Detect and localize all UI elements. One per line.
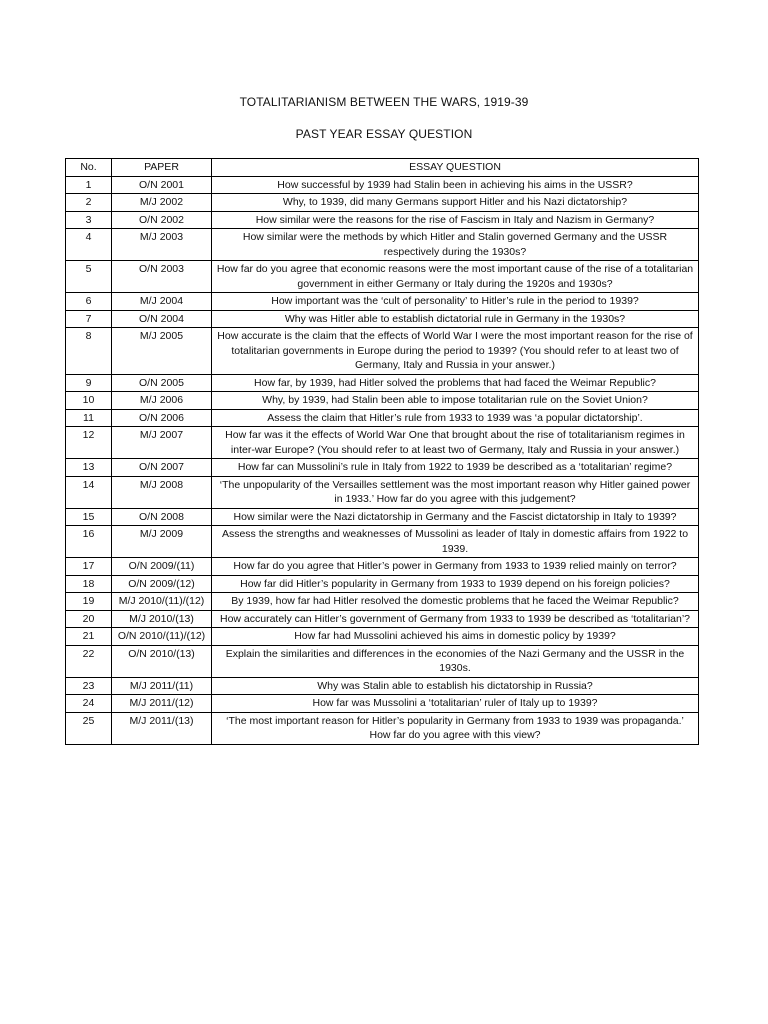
paper-cell: O/N 2006 xyxy=(112,409,212,427)
table-row xyxy=(66,261,699,293)
paper-cell: O/N 2003 xyxy=(112,261,212,293)
paper-cell: M/J 2010/(13) xyxy=(112,610,212,628)
row-number-cell: 8 xyxy=(66,328,112,375)
row-number-cell: 14 xyxy=(66,476,112,508)
paper-cell: O/N 2009/(12) xyxy=(112,575,212,593)
table-row xyxy=(66,310,699,328)
row-number-cell: 25 xyxy=(66,712,112,744)
table-row xyxy=(66,293,699,311)
row-number-cell: 15 xyxy=(66,508,112,526)
row-number-cell: 17 xyxy=(66,558,112,576)
essay-question-cell: How far had Mussolini achieved his aims in domestic policy by 1939? xyxy=(212,628,699,646)
essay-question-cell: How far do you agree that economic reasons were the most important cause of the rise of a totalitarian government in either Germany or Italy during the 1920s and 1930s? xyxy=(212,261,699,293)
row-number-cell: 1 xyxy=(66,176,112,194)
table-row xyxy=(66,712,699,744)
essay-question-cell: How successful by 1939 had Stalin been in achieving his aims in the USSR? xyxy=(212,176,699,194)
essay-question-cell: Assess the strengths and weaknesses of Mussolini as leader of Italy in domestic affairs from 1922 to 1939. xyxy=(212,526,699,558)
paper-cell: O/N 2001 xyxy=(112,176,212,194)
essay-question-cell: By 1939, how far had Hitler resolved the domestic problems that he faced the Weimar Republic? xyxy=(212,593,699,611)
paper-cell: M/J 2009 xyxy=(112,526,212,558)
row-number-cell: 6 xyxy=(66,293,112,311)
table-header-row xyxy=(66,159,699,177)
row-number-cell: 22 xyxy=(66,645,112,677)
essay-question-cell: How accurate is the claim that the effects of World War I were the most important reason for the rise of totalitarian governments in Europe during the period to 1939? (You should refer to at least two of Germany, Italy and Russia in your answer.) xyxy=(212,328,699,375)
table-row xyxy=(66,459,699,477)
paper-cell: M/J 2002 xyxy=(112,194,212,212)
row-number-cell: 20 xyxy=(66,610,112,628)
essay-question-cell: How far, by 1939, had Hitler solved the problems that had faced the Weimar Republic? xyxy=(212,374,699,392)
table-row xyxy=(66,194,699,212)
essay-question-cell: How accurately can Hitler’s government of Germany from 1933 to 1939 be described as ‘totalitarian’? xyxy=(212,610,699,628)
paper-cell: M/J 2003 xyxy=(112,229,212,261)
paper-cell: M/J 2007 xyxy=(112,427,212,459)
essay-question-cell: How far do you agree that Hitler’s power in Germany from 1933 to 1939 relied mainly on terror? xyxy=(212,558,699,576)
row-number-cell: 9 xyxy=(66,374,112,392)
essay-question-cell: How far was Mussolini a ‘totalitarian’ ruler of Italy up to 1939? xyxy=(212,695,699,713)
table-row xyxy=(66,229,699,261)
paper-cell: M/J 2011/(13) xyxy=(112,712,212,744)
table-row xyxy=(66,508,699,526)
row-number-cell: 4 xyxy=(66,229,112,261)
paper-cell: O/N 2010/(13) xyxy=(112,645,212,677)
paper-cell: M/J 2011/(12) xyxy=(112,695,212,713)
paper-cell: O/N 2009/(11) xyxy=(112,558,212,576)
row-number-cell: 10 xyxy=(66,392,112,410)
table-row xyxy=(66,176,699,194)
essay-question-cell: How far did Hitler’s popularity in Germany from 1933 to 1939 depend on his foreign policies? xyxy=(212,575,699,593)
table-row xyxy=(66,328,699,375)
document-subtitle: PAST YEAR ESSAY QUESTION xyxy=(295,127,473,141)
paper-cell: M/J 2004 xyxy=(112,293,212,311)
essay-question-cell: How far was it the effects of World War One that brought about the rise of totalitarianism regimes in inter-war Europe? (You should refer to at least two of Germany, Italy and Russia in your answer.) xyxy=(212,427,699,459)
table-body xyxy=(66,176,699,744)
row-number-cell: 5 xyxy=(66,261,112,293)
paper-cell: O/N 2004 xyxy=(112,310,212,328)
paper-cell: O/N 2008 xyxy=(112,508,212,526)
row-number-cell: 21 xyxy=(66,628,112,646)
essay-question-cell: Assess the claim that Hitler’s rule from 1933 to 1939 was ‘a popular dictatorship’. xyxy=(212,409,699,427)
essay-question-cell: ‘The unpopularity of the Versailles settlement was the most important reason why Hitler gained power in 1933.’ How far do you agree with this judgement? xyxy=(212,476,699,508)
row-number-cell: 2 xyxy=(66,194,112,212)
row-number-cell: 7 xyxy=(66,310,112,328)
essay-question-cell: Explain the similarities and differences in the economies of the Nazi Germany and the USSR in the 1930s. xyxy=(212,645,699,677)
essay-question-cell: How similar were the reasons for the rise of Fascism in Italy and Nazism in Germany? xyxy=(212,211,699,229)
paper-cell: M/J 2008 xyxy=(112,476,212,508)
paper-cell: O/N 2002 xyxy=(112,211,212,229)
essay-question-cell: How similar were the methods by which Hitler and Stalin governed Germany and the USSR respectively during the 1930s? xyxy=(212,229,699,261)
table-row xyxy=(66,476,699,508)
table-row xyxy=(66,558,699,576)
table-row xyxy=(66,392,699,410)
row-number-cell: 11 xyxy=(66,409,112,427)
row-number-cell: 12 xyxy=(66,427,112,459)
table-row xyxy=(66,645,699,677)
row-number-cell: 24 xyxy=(66,695,112,713)
header-no: No. xyxy=(66,159,112,177)
table-row xyxy=(66,526,699,558)
row-number-cell: 23 xyxy=(66,677,112,695)
table-row xyxy=(66,211,699,229)
essay-question-cell: How far can Mussolini’s rule in Italy from 1922 to 1939 be described as a ‘totalitarian’ regime? xyxy=(212,459,699,477)
essay-question-cell: Why was Hitler able to establish dictatorial rule in Germany in the 1930s? xyxy=(212,310,699,328)
table-row xyxy=(66,610,699,628)
essay-question-cell: Why, to 1939, did many Germans support Hitler and his Nazi dictatorship? xyxy=(212,194,699,212)
essay-question-cell: ‘The most important reason for Hitler’s popularity in Germany from 1933 to 1939 was propaganda.’ How far do you agree with this view? xyxy=(212,712,699,744)
row-number-cell: 19 xyxy=(66,593,112,611)
paper-cell: M/J 2010/(11)/(12) xyxy=(112,593,212,611)
table-row xyxy=(66,628,699,646)
row-number-cell: 13 xyxy=(66,459,112,477)
table-row xyxy=(66,677,699,695)
paper-cell: M/J 2005 xyxy=(112,328,212,375)
table-row xyxy=(66,374,699,392)
paper-cell: O/N 2010/(11)/(12) xyxy=(112,628,212,646)
document-title: TOTALITARIANISM BETWEEN THE WARS, 1919-39 xyxy=(239,95,529,109)
essay-question-cell: Why, by 1939, had Stalin been able to impose totalitarian rule on the Soviet Union? xyxy=(212,392,699,410)
paper-cell: M/J 2006 xyxy=(112,392,212,410)
row-number-cell: 16 xyxy=(66,526,112,558)
table-row xyxy=(66,695,699,713)
paper-cell: M/J 2011/(11) xyxy=(112,677,212,695)
table-row xyxy=(66,409,699,427)
essay-question-cell: How important was the ‘cult of personality’ to Hitler’s rule in the period to 1939? xyxy=(212,293,699,311)
header-essay-question: ESSAY QUESTION xyxy=(212,159,699,177)
header-paper: PAPER xyxy=(112,159,212,177)
table-row xyxy=(66,575,699,593)
paper-cell: O/N 2007 xyxy=(112,459,212,477)
table-row xyxy=(66,427,699,459)
row-number-cell: 18 xyxy=(66,575,112,593)
paper-cell: O/N 2005 xyxy=(112,374,212,392)
essay-question-cell: Why was Stalin able to establish his dictatorship in Russia? xyxy=(212,677,699,695)
essay-question-table xyxy=(65,158,699,745)
essay-question-cell: How similar were the Nazi dictatorship in Germany and the Fascist dictatorship in Italy to 1939? xyxy=(212,508,699,526)
table-row xyxy=(66,593,699,611)
row-number-cell: 3 xyxy=(66,211,112,229)
